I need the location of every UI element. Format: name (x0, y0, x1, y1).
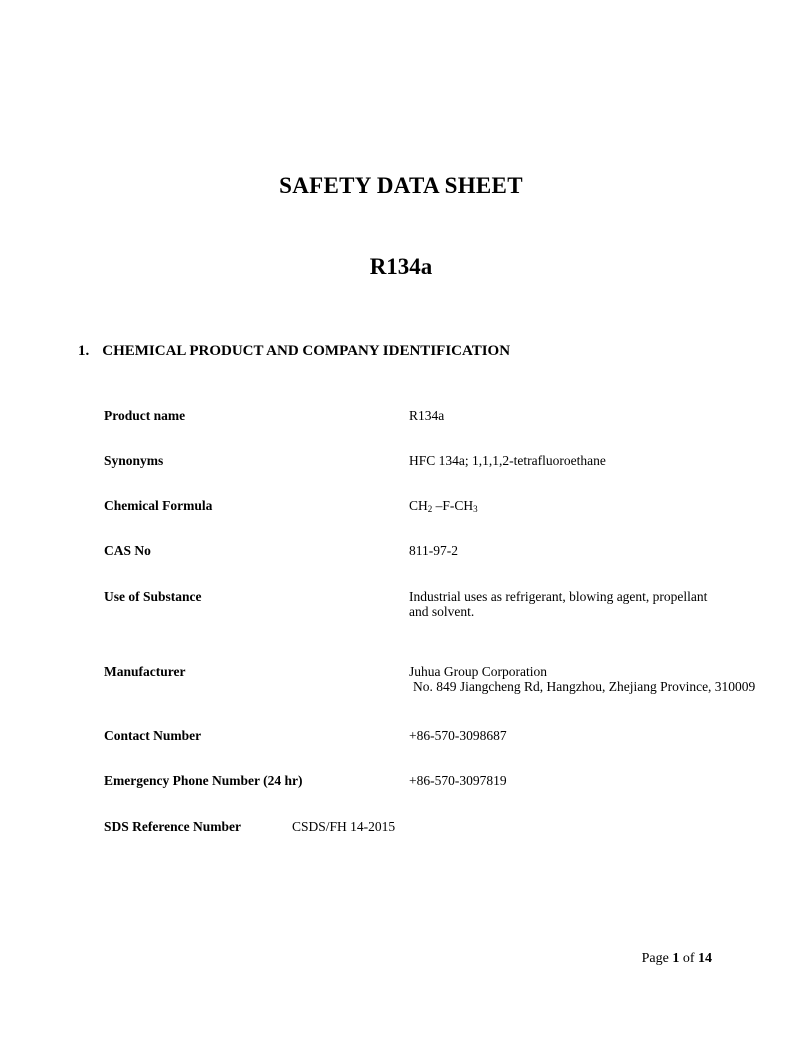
field-label: Contact Number (104, 728, 202, 743)
formula-subscript: 2 (427, 504, 433, 514)
field-label: Product name (104, 408, 186, 423)
footer-of-label: of (682, 951, 695, 966)
formula-base: CH (409, 498, 428, 513)
field-label: Emergency Phone Number (24 hr) (104, 773, 303, 788)
formula-mid: –F-CH (432, 498, 474, 513)
field-label: Synonyms (104, 453, 164, 468)
field-label: CAS No (104, 543, 151, 558)
footer-page-number: 1 (672, 951, 680, 966)
section-1-heading (78, 343, 510, 360)
field-label: Use of Substance (104, 589, 202, 604)
field-value: +86-570-3097819 (409, 773, 507, 788)
field-value (409, 664, 769, 694)
field-label: Chemical Formula (104, 498, 213, 513)
field-label: SDS Reference Number (104, 819, 241, 834)
field-value-line-2: and solvent. (409, 604, 475, 619)
formula-subscript: 3 (473, 504, 478, 514)
field-value: 811-97-2 (409, 543, 458, 558)
footer-total-pages: 14 (698, 951, 712, 966)
manufacturer-name: Juhua Group Corporation (409, 664, 547, 679)
field-value-line-1: Industrial uses as refrigerant, blowing agent, propellant (409, 589, 708, 604)
field-value: +86-570-3098687 (409, 728, 507, 743)
document-title: SAFETY DATA SHEET (279, 173, 523, 198)
field-label: Manufacturer (104, 664, 186, 679)
field-value: HFC 134a; 1,1,1,2-tetrafluoroethane (409, 453, 606, 468)
section-number: 1. (78, 343, 90, 359)
page-footer (0, 951, 712, 966)
section-heading-text: CHEMICAL PRODUCT AND COMPANY IDENTIFICATION (102, 343, 511, 359)
field-value (409, 589, 769, 619)
field-value-formula (409, 498, 769, 513)
manufacturer-address: No. 849 Jiangcheng Rd, Hangzhou, Zhejiang Province, 310009 (413, 679, 756, 694)
field-value: CSDS/FH 14-2015 (292, 819, 396, 834)
field-value: R134a (409, 408, 445, 423)
product-name-title: R134a (369, 254, 433, 279)
footer-page-label: Page (641, 951, 669, 966)
